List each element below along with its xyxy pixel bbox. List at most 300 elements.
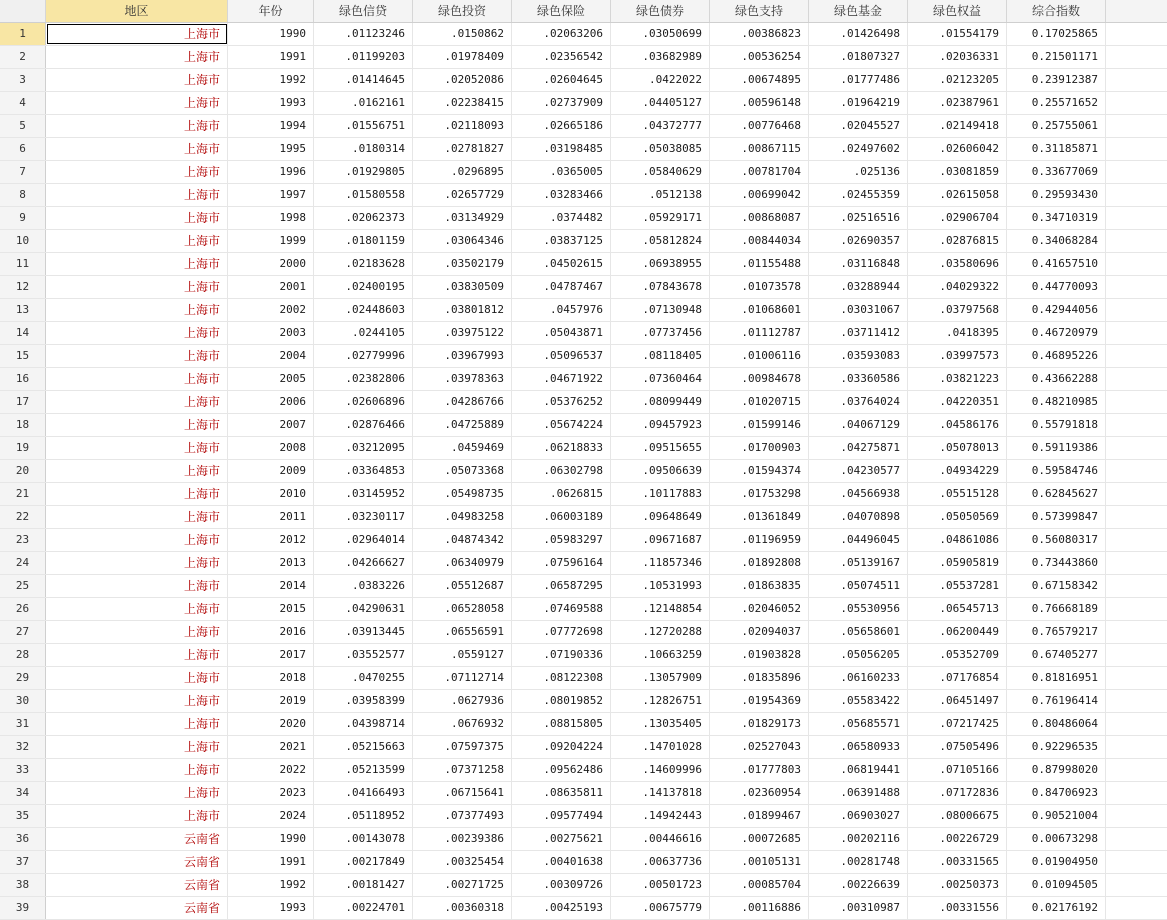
table-cell[interactable]: .03288944 <box>809 276 908 298</box>
table-cell[interactable]: .00844034 <box>710 230 809 252</box>
table-cell[interactable]: .07596164 <box>512 552 611 574</box>
table-cell-region[interactable]: 云南省 <box>46 897 228 919</box>
row-number[interactable]: 3 <box>0 69 46 91</box>
table-cell[interactable]: .02527043 <box>710 736 809 758</box>
table-cell[interactable]: .02045527 <box>809 115 908 137</box>
table-cell[interactable]: .07597375 <box>413 736 512 758</box>
table-cell[interactable]: .02497602 <box>809 138 908 160</box>
table-cell[interactable]: .02781827 <box>413 138 512 160</box>
row-number[interactable]: 2 <box>0 46 46 68</box>
table-cell[interactable]: .07112714 <box>413 667 512 689</box>
table-cell[interactable]: .01899467 <box>710 805 809 827</box>
row-number[interactable]: 7 <box>0 161 46 183</box>
table-cell[interactable]: .00181427 <box>314 874 413 896</box>
table-cell[interactable]: .02964014 <box>314 529 413 551</box>
table-cell[interactable]: .05352709 <box>908 644 1007 666</box>
column-header-green-investment[interactable]: 绿色投资 <box>413 0 512 22</box>
table-cell-region[interactable]: 上海市 <box>46 138 228 160</box>
table-cell-region[interactable]: 上海市 <box>46 529 228 551</box>
table-cell-region[interactable]: 上海市 <box>46 230 228 252</box>
table-cell[interactable]: 2017 <box>228 644 314 666</box>
table-cell[interactable]: .05583422 <box>809 690 908 712</box>
table-cell[interactable]: .03502179 <box>413 253 512 275</box>
table-cell[interactable]: .02118093 <box>413 115 512 137</box>
table-cell[interactable]: .03711412 <box>809 322 908 344</box>
table-cell[interactable]: .04405127 <box>611 92 710 114</box>
row-number[interactable]: 15 <box>0 345 46 367</box>
table-cell[interactable]: 1993 <box>228 897 314 919</box>
table-cell[interactable]: .09562486 <box>512 759 611 781</box>
table-cell[interactable]: .07172836 <box>908 782 1007 804</box>
table-cell[interactable]: .07505496 <box>908 736 1007 758</box>
table-cell[interactable]: .00868087 <box>710 207 809 229</box>
column-header-year[interactable]: 年份 <box>228 0 314 22</box>
table-cell[interactable]: .12148854 <box>611 598 710 620</box>
table-cell[interactable]: 2021 <box>228 736 314 758</box>
table-cell[interactable]: .0559127 <box>413 644 512 666</box>
table-cell[interactable]: .04787467 <box>512 276 611 298</box>
table-cell[interactable]: 2004 <box>228 345 314 367</box>
table-cell-region[interactable]: 上海市 <box>46 575 228 597</box>
table-cell[interactable]: .02382806 <box>314 368 413 390</box>
table-cell[interactable]: .00281748 <box>809 851 908 873</box>
table-cell[interactable]: .05674224 <box>512 414 611 436</box>
table-cell-region[interactable]: 上海市 <box>46 184 228 206</box>
table-cell[interactable]: .05139167 <box>809 552 908 574</box>
table-cell[interactable]: 0.67405277 <box>1007 644 1106 666</box>
table-cell[interactable]: .05050569 <box>908 506 1007 528</box>
table-cell[interactable]: .03830509 <box>413 276 512 298</box>
column-header-green-bonds[interactable]: 绿色债券 <box>611 0 710 22</box>
row-number[interactable]: 29 <box>0 667 46 689</box>
table-cell[interactable]: .06003189 <box>512 506 611 528</box>
table-cell[interactable]: .07371258 <box>413 759 512 781</box>
table-cell[interactable]: .05685571 <box>809 713 908 735</box>
table-cell[interactable]: .01199203 <box>314 46 413 68</box>
table-cell[interactable]: .05537281 <box>908 575 1007 597</box>
table-cell[interactable]: .0296895 <box>413 161 512 183</box>
table-cell[interactable]: .02516516 <box>809 207 908 229</box>
table-cell[interactable]: .05215663 <box>314 736 413 758</box>
table-cell[interactable]: .01068601 <box>710 299 809 321</box>
table-cell[interactable]: .05096537 <box>512 345 611 367</box>
row-number[interactable]: 31 <box>0 713 46 735</box>
table-cell[interactable]: .04029322 <box>908 276 1007 298</box>
table-cell[interactable]: .05512687 <box>413 575 512 597</box>
table-cell-region[interactable]: 云南省 <box>46 828 228 850</box>
table-cell[interactable]: .02604645 <box>512 69 611 91</box>
table-cell[interactable]: .06715641 <box>413 782 512 804</box>
table-cell[interactable]: 0.34710319 <box>1007 207 1106 229</box>
row-number[interactable]: 34 <box>0 782 46 804</box>
table-cell[interactable]: .02356542 <box>512 46 611 68</box>
table-cell[interactable]: .0676932 <box>413 713 512 735</box>
table-cell[interactable]: .00425193 <box>512 897 611 919</box>
table-cell[interactable]: .09506639 <box>611 460 710 482</box>
row-number[interactable]: 21 <box>0 483 46 505</box>
table-cell-region[interactable]: 上海市 <box>46 644 228 666</box>
table-cell[interactable]: .05840629 <box>611 161 710 183</box>
table-cell[interactable]: .03134929 <box>413 207 512 229</box>
table-cell[interactable]: .03967993 <box>413 345 512 367</box>
column-header-green-support[interactable]: 绿色支持 <box>710 0 809 22</box>
table-cell[interactable]: .02690357 <box>809 230 908 252</box>
table-cell[interactable]: 0.21501171 <box>1007 46 1106 68</box>
table-cell[interactable]: .00202116 <box>809 828 908 850</box>
table-cell[interactable]: .02906704 <box>908 207 1007 229</box>
table-cell[interactable]: .00674895 <box>710 69 809 91</box>
table-cell[interactable]: 0.76196414 <box>1007 690 1106 712</box>
row-number[interactable]: 11 <box>0 253 46 275</box>
table-cell-region[interactable]: 上海市 <box>46 368 228 390</box>
table-cell[interactable]: 2007 <box>228 414 314 436</box>
table-cell[interactable]: .09648649 <box>611 506 710 528</box>
table-cell[interactable]: 2002 <box>228 299 314 321</box>
table-cell[interactable]: .00072685 <box>710 828 809 850</box>
table-cell[interactable]: .00116886 <box>710 897 809 919</box>
table-cell[interactable]: 0.25755061 <box>1007 115 1106 137</box>
table-cell[interactable]: .03580696 <box>908 253 1007 275</box>
table-cell-region[interactable]: 上海市 <box>46 115 228 137</box>
table-cell[interactable]: .01112787 <box>710 322 809 344</box>
row-number[interactable]: 35 <box>0 805 46 827</box>
row-number[interactable]: 39 <box>0 897 46 919</box>
table-cell[interactable]: .08019852 <box>512 690 611 712</box>
row-number[interactable]: 16 <box>0 368 46 390</box>
table-cell[interactable]: .05812824 <box>611 230 710 252</box>
row-number[interactable]: 32 <box>0 736 46 758</box>
row-number[interactable]: 38 <box>0 874 46 896</box>
table-cell[interactable]: 0.44770093 <box>1007 276 1106 298</box>
table-cell[interactable]: .02876815 <box>908 230 1007 252</box>
table-cell[interactable]: .02063206 <box>512 23 611 45</box>
row-number[interactable]: 37 <box>0 851 46 873</box>
row-number[interactable]: 1 <box>0 23 46 45</box>
table-cell[interactable]: .0150862 <box>413 23 512 45</box>
table-cell[interactable]: .03821223 <box>908 368 1007 390</box>
row-number[interactable]: 4 <box>0 92 46 114</box>
row-number[interactable]: 19 <box>0 437 46 459</box>
table-cell-region[interactable]: 上海市 <box>46 161 228 183</box>
table-cell[interactable]: .0383226 <box>314 575 413 597</box>
table-cell[interactable]: 2013 <box>228 552 314 574</box>
row-number[interactable]: 6 <box>0 138 46 160</box>
table-cell[interactable]: .03116848 <box>809 253 908 275</box>
table-cell[interactable]: .06528058 <box>413 598 512 620</box>
table-cell[interactable]: .09204224 <box>512 736 611 758</box>
table-cell-region[interactable]: 上海市 <box>46 391 228 413</box>
table-cell[interactable]: .0244105 <box>314 322 413 344</box>
table-cell[interactable]: .05056205 <box>809 644 908 666</box>
table-cell[interactable]: .04496045 <box>809 529 908 551</box>
table-cell[interactable]: .02448603 <box>314 299 413 321</box>
table-cell[interactable]: .04725889 <box>413 414 512 436</box>
table-cell[interactable]: .03797568 <box>908 299 1007 321</box>
table-cell[interactable]: .00781704 <box>710 161 809 183</box>
table-cell[interactable]: .00675779 <box>611 897 710 919</box>
table-cell-region[interactable]: 上海市 <box>46 460 228 482</box>
table-cell[interactable]: 2024 <box>228 805 314 827</box>
table-cell[interactable]: .01073578 <box>710 276 809 298</box>
table-cell[interactable]: .04070898 <box>809 506 908 528</box>
table-cell[interactable]: .00776468 <box>710 115 809 137</box>
table-cell[interactable]: .14701028 <box>611 736 710 758</box>
table-cell[interactable]: .05515128 <box>908 483 1007 505</box>
table-cell[interactable]: .03682989 <box>611 46 710 68</box>
table-cell[interactable]: 0.57399847 <box>1007 506 1106 528</box>
table-cell[interactable]: .07190336 <box>512 644 611 666</box>
table-cell[interactable]: .07469588 <box>512 598 611 620</box>
table-cell[interactable]: .05074511 <box>809 575 908 597</box>
table-cell[interactable]: .00325454 <box>413 851 512 873</box>
table-cell[interactable]: .03978363 <box>413 368 512 390</box>
table-cell[interactable]: .01807327 <box>809 46 908 68</box>
table-cell[interactable]: .01753298 <box>710 483 809 505</box>
table-cell[interactable]: .0365005 <box>512 161 611 183</box>
table-cell[interactable]: .08118405 <box>611 345 710 367</box>
table-cell[interactable]: .01123246 <box>314 23 413 45</box>
table-cell[interactable]: .03593083 <box>809 345 908 367</box>
table-cell[interactable]: 2005 <box>228 368 314 390</box>
table-cell[interactable]: .09671687 <box>611 529 710 551</box>
table-cell[interactable]: .03081859 <box>908 161 1007 183</box>
table-cell[interactable]: .0457976 <box>512 299 611 321</box>
grid-corner[interactable] <box>0 0 46 22</box>
row-number[interactable]: 14 <box>0 322 46 344</box>
table-cell[interactable]: 0.17025865 <box>1007 23 1106 45</box>
table-cell[interactable]: .04502615 <box>512 253 611 275</box>
table-cell[interactable]: .05498735 <box>413 483 512 505</box>
table-cell[interactable]: 0.80486064 <box>1007 713 1106 735</box>
table-cell[interactable]: 1997 <box>228 184 314 206</box>
table-cell[interactable]: 0.31185871 <box>1007 138 1106 160</box>
table-cell[interactable]: 1993 <box>228 92 314 114</box>
table-cell[interactable]: 1995 <box>228 138 314 160</box>
table-cell[interactable]: .03360586 <box>809 368 908 390</box>
table-cell[interactable]: .02149418 <box>908 115 1007 137</box>
table-cell[interactable]: 2011 <box>228 506 314 528</box>
table-cell[interactable]: .00250373 <box>908 874 1007 896</box>
table-cell[interactable]: .03913445 <box>314 621 413 643</box>
table-cell[interactable]: .01829173 <box>710 713 809 735</box>
table-cell[interactable]: .00143078 <box>314 828 413 850</box>
table-cell[interactable]: .10531993 <box>611 575 710 597</box>
column-header-region[interactable]: 地区 <box>46 0 228 22</box>
table-cell[interactable]: 1994 <box>228 115 314 137</box>
table-cell[interactable]: .04398714 <box>314 713 413 735</box>
table-cell[interactable]: .03764024 <box>809 391 908 413</box>
table-cell-region[interactable]: 上海市 <box>46 276 228 298</box>
table-cell[interactable]: .07377493 <box>413 805 512 827</box>
table-cell-region[interactable]: 上海市 <box>46 437 228 459</box>
table-cell[interactable]: 0.92296535 <box>1007 736 1106 758</box>
table-cell[interactable]: .01006116 <box>710 345 809 367</box>
table-cell[interactable]: .03212095 <box>314 437 413 459</box>
table-cell[interactable]: .00867115 <box>710 138 809 160</box>
table-cell[interactable]: .04874342 <box>413 529 512 551</box>
table-cell[interactable]: 2012 <box>228 529 314 551</box>
table-cell-region[interactable]: 上海市 <box>46 322 228 344</box>
table-cell[interactable]: .06200449 <box>908 621 1007 643</box>
table-cell[interactable]: .0626815 <box>512 483 611 505</box>
table-cell[interactable]: .05376252 <box>512 391 611 413</box>
table-cell[interactable]: .06587295 <box>512 575 611 597</box>
table-cell[interactable]: 2023 <box>228 782 314 804</box>
row-number[interactable]: 17 <box>0 391 46 413</box>
table-cell[interactable]: .12826751 <box>611 690 710 712</box>
row-number[interactable]: 10 <box>0 230 46 252</box>
table-cell[interactable]: .02062373 <box>314 207 413 229</box>
table-cell[interactable]: .04671922 <box>512 368 611 390</box>
table-cell[interactable]: .05078013 <box>908 437 1007 459</box>
table-cell[interactable]: .03145952 <box>314 483 413 505</box>
row-number[interactable]: 33 <box>0 759 46 781</box>
table-cell[interactable]: 0.23912387 <box>1007 69 1106 91</box>
table-cell[interactable]: .01196959 <box>710 529 809 551</box>
table-cell[interactable]: .01777486 <box>809 69 908 91</box>
table-cell[interactable]: .07843678 <box>611 276 710 298</box>
table-cell[interactable]: .09457923 <box>611 414 710 436</box>
table-cell[interactable]: 0.56080317 <box>1007 529 1106 551</box>
table-cell[interactable]: .00501723 <box>611 874 710 896</box>
table-cell[interactable]: .01556751 <box>314 115 413 137</box>
table-cell[interactable]: 0.34068284 <box>1007 230 1106 252</box>
table-cell[interactable]: .07772698 <box>512 621 611 643</box>
table-cell[interactable]: 0.90521004 <box>1007 805 1106 827</box>
table-cell[interactable]: .0459469 <box>413 437 512 459</box>
table-cell[interactable]: 0.81816951 <box>1007 667 1106 689</box>
table-cell[interactable]: .02036331 <box>908 46 1007 68</box>
table-cell[interactable]: .0422022 <box>611 69 710 91</box>
row-number[interactable]: 8 <box>0 184 46 206</box>
table-cell-region[interactable]: 上海市 <box>46 690 228 712</box>
table-cell-region[interactable]: 上海市 <box>46 598 228 620</box>
table-cell[interactable]: .07360464 <box>611 368 710 390</box>
table-cell-region[interactable]: 上海市 <box>46 253 228 275</box>
table-cell[interactable]: 0.48210985 <box>1007 391 1106 413</box>
table-cell[interactable]: .01801159 <box>314 230 413 252</box>
table-cell[interactable]: .05118952 <box>314 805 413 827</box>
table-cell[interactable]: .05213599 <box>314 759 413 781</box>
table-cell[interactable]: .01964219 <box>809 92 908 114</box>
table-cell[interactable]: .12720288 <box>611 621 710 643</box>
table-cell[interactable]: 2020 <box>228 713 314 735</box>
row-number[interactable]: 22 <box>0 506 46 528</box>
table-cell[interactable]: .00310987 <box>809 897 908 919</box>
table-cell[interactable]: .13057909 <box>611 667 710 689</box>
table-cell[interactable]: .02455359 <box>809 184 908 206</box>
table-cell[interactable]: .02046052 <box>710 598 809 620</box>
column-header-green-fund[interactable]: 绿色基金 <box>809 0 908 22</box>
row-number[interactable]: 26 <box>0 598 46 620</box>
column-header-green-insurance[interactable]: 绿色保险 <box>512 0 611 22</box>
table-cell[interactable]: .14609996 <box>611 759 710 781</box>
row-number[interactable]: 27 <box>0 621 46 643</box>
row-number[interactable]: 25 <box>0 575 46 597</box>
table-cell[interactable]: 0.01904950 <box>1007 851 1106 873</box>
row-number[interactable]: 23 <box>0 529 46 551</box>
table-cell[interactable]: .04275871 <box>809 437 908 459</box>
table-cell[interactable]: .08122308 <box>512 667 611 689</box>
table-cell[interactable]: .03837125 <box>512 230 611 252</box>
table-cell[interactable]: .05043871 <box>512 322 611 344</box>
table-cell[interactable]: .08006675 <box>908 805 1007 827</box>
table-cell-region[interactable]: 上海市 <box>46 621 228 643</box>
table-cell[interactable]: .08635811 <box>512 782 611 804</box>
table-cell[interactable]: .02779996 <box>314 345 413 367</box>
table-cell[interactable]: .00085704 <box>710 874 809 896</box>
table-cell[interactable]: 0.59119386 <box>1007 437 1106 459</box>
row-number[interactable]: 18 <box>0 414 46 436</box>
table-cell[interactable]: .03997573 <box>908 345 1007 367</box>
row-number[interactable]: 36 <box>0 828 46 850</box>
table-cell[interactable]: .01903828 <box>710 644 809 666</box>
table-cell[interactable]: .04166493 <box>314 782 413 804</box>
table-cell[interactable]: .06451497 <box>908 690 1007 712</box>
table-cell[interactable]: .00386823 <box>710 23 809 45</box>
table-cell[interactable]: .00984678 <box>710 368 809 390</box>
table-cell[interactable]: 1998 <box>228 207 314 229</box>
table-cell[interactable]: .04266627 <box>314 552 413 574</box>
table-cell[interactable]: 1992 <box>228 69 314 91</box>
table-cell[interactable]: .10117883 <box>611 483 710 505</box>
table-cell[interactable]: .02615058 <box>908 184 1007 206</box>
table-cell[interactable]: .01929805 <box>314 161 413 183</box>
table-cell[interactable]: .06160233 <box>809 667 908 689</box>
table-cell[interactable]: .07130948 <box>611 299 710 321</box>
table-cell[interactable]: 2015 <box>228 598 314 620</box>
table-cell[interactable]: .0180314 <box>314 138 413 160</box>
table-cell[interactable]: .02052086 <box>413 69 512 91</box>
row-number[interactable]: 12 <box>0 276 46 298</box>
table-cell[interactable]: .0627936 <box>413 690 512 712</box>
table-cell-region[interactable]: 上海市 <box>46 713 228 735</box>
table-cell[interactable]: .00446616 <box>611 828 710 850</box>
table-cell[interactable]: .01594374 <box>710 460 809 482</box>
table-cell[interactable]: .06340979 <box>413 552 512 574</box>
table-cell[interactable]: .03364853 <box>314 460 413 482</box>
table-cell[interactable]: .01599146 <box>710 414 809 436</box>
table-cell[interactable]: .00226639 <box>809 874 908 896</box>
table-cell[interactable]: .0470255 <box>314 667 413 689</box>
table-cell[interactable]: 2006 <box>228 391 314 413</box>
table-cell-region[interactable]: 上海市 <box>46 92 228 114</box>
table-cell[interactable]: 0.76579217 <box>1007 621 1106 643</box>
table-cell[interactable]: 2014 <box>228 575 314 597</box>
table-cell[interactable]: .00596148 <box>710 92 809 114</box>
table-cell[interactable]: .06218833 <box>512 437 611 459</box>
row-number[interactable]: 13 <box>0 299 46 321</box>
table-cell[interactable]: .01020715 <box>710 391 809 413</box>
table-cell[interactable]: .04372777 <box>611 115 710 137</box>
table-cell[interactable]: 2008 <box>228 437 314 459</box>
table-cell-region[interactable]: 上海市 <box>46 207 228 229</box>
table-cell[interactable]: .02400195 <box>314 276 413 298</box>
table-cell-region[interactable]: 上海市 <box>46 299 228 321</box>
table-cell[interactable]: .01863835 <box>710 575 809 597</box>
table-cell[interactable]: .02094037 <box>710 621 809 643</box>
table-cell[interactable]: .07105166 <box>908 759 1007 781</box>
table-cell[interactable]: .01580558 <box>314 184 413 206</box>
table-cell[interactable]: .02123205 <box>908 69 1007 91</box>
table-cell[interactable]: .05658601 <box>809 621 908 643</box>
table-cell[interactable]: .13035405 <box>611 713 710 735</box>
table-cell[interactable]: 2001 <box>228 276 314 298</box>
table-cell[interactable]: .02606896 <box>314 391 413 413</box>
table-cell[interactable]: .01777803 <box>710 759 809 781</box>
table-cell[interactable]: .06556591 <box>413 621 512 643</box>
table-cell[interactable]: .00637736 <box>611 851 710 873</box>
